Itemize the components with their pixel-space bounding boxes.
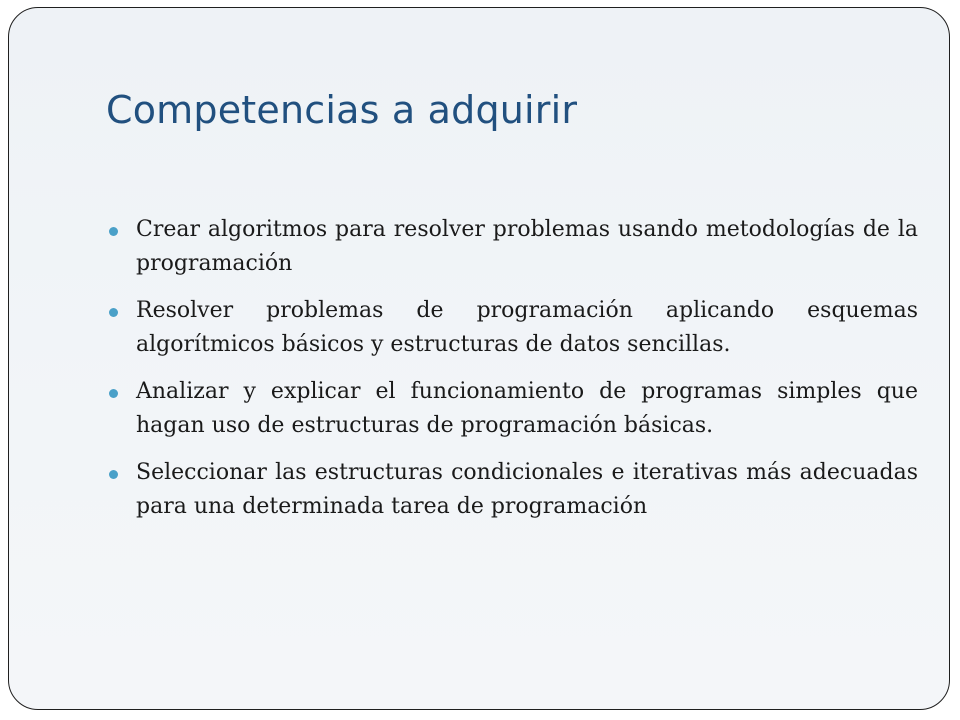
- bullet-item: [106, 213, 918, 281]
- bullet-dot-icon: [109, 227, 118, 236]
- bullet-item: [106, 375, 918, 443]
- bullet-item: [106, 294, 918, 362]
- slide-title: Competencias a adquirir: [106, 88, 578, 132]
- bullet-text: Resolver problemas de programación aplicando esquemas algorítmicos básicos y estructuras de datos sencillas.: [136, 298, 918, 357]
- bullet-dot-icon: [109, 389, 118, 398]
- bullet-text: Crear algoritmos para resolver problemas usando metodologías de la programación: [136, 217, 918, 276]
- bullet-text: Seleccionar las estructuras condicionales e iterativas más adecuadas para una determinada tarea de programación: [136, 460, 918, 519]
- bullet-item: [106, 456, 918, 524]
- bullet-list: [106, 213, 918, 537]
- bullet-dot-icon: [109, 470, 118, 479]
- bullet-dot-icon: [109, 308, 118, 317]
- slide-frame: [8, 7, 950, 710]
- bullet-text: Analizar y explicar el funcionamiento de programas simples que hagan uso de estructuras de programación básicas.: [136, 379, 918, 438]
